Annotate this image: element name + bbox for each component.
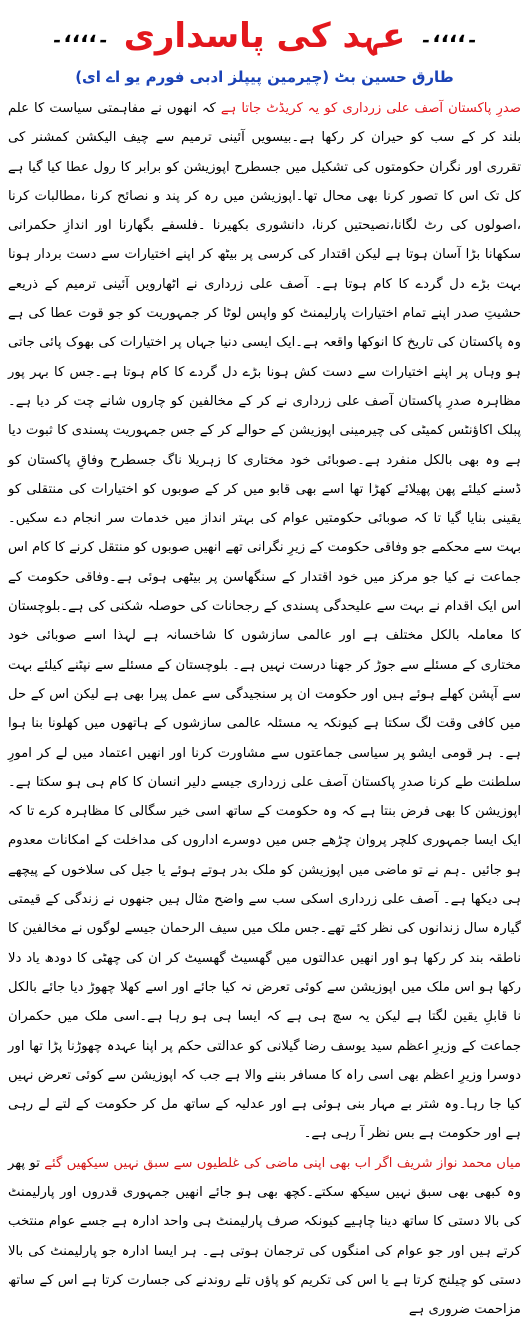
author-byline: طارق حسین بٹ (چیرمین پیپلز ادبی فورم یو اے ای) <box>75 68 454 86</box>
paragraph-1 <box>8 94 521 1149</box>
article-title: عہد کی پاسداری <box>123 15 406 56</box>
paragraph-1-text: کہ انھوں نے مفاہمتی سیاست کا علم بلند کر کے سب کو حیران کر رکھا ہے۔بیسویں آئینی ترمیم سے چیف الیکشن کمشنر کی تقرری اور نگران حکومتوں کی تشکیل میں جسطرح اپوزیشن کو برابر کا رول عطا کیا گیا ہے کل تک اس کا تصور کرنا بھی محال تھا۔اپوزیشن میں رہ کر پند و نصائح کرنا ،مطالبات کرنا ،اصولوں کی رٹ لگانا،نصیحتیں کرنا، دانشوری بکھیرنا ۔فلسفے بگھارنا اور اندازِ حکمرانی سکھانا بڑا آسان ہوتا ہے لیکن اقتدار کی کرسی پر بیٹھ کر اپنے اختیارات سے دست بردار ہونا بہت بڑے دل گردے کا کام ہوتا ہے۔ آصف علی زرداری نے اٹھارویں آئینی ترمیم کے ذریعے حشیتِ صدر اپنے تمام اختیارات پارلیمنٹ کو واپس لوٹا کر جمہوریت کو جو قوت عطا کی ہے وہ پاکستان کی تاریخ کا انوکھا واقعہ ہے۔ایک ایسی دنیا جہاں پر اختیارات کی بھوک پائی جاتی ہو وہاں پر اپنے اختیارات سے دست کش ہونا بڑے دل گردے کا کام ہوتا ہے۔جس کا بہر پور مظاہرہ صدرِ پاکستان آصف علی زرداری نے کر کے مخالفین کو چاروں شانے چت کر دیا ہے۔ پبلک اکاؤنٹس کمیٹی کی چیرمینی اپوزیشن کے حوالے کر کے جس جمہوریت پسندی کا ثبوت دیا ہے وہ بھی بالکل منفرد ہے۔صوبائی خود مختاری کا زہریلا ناگ جسطرح وفاقِ پاکستان کو ڈسنے کیلئے پھن پھیلائے کھڑا تھا اسے بھی قابو میں کر کے صوبوں کو اختیارات کی منتقلی کو یقینی بنایا گیا تا کہ صوبائی حکومتیں عوام کی بہتر انداز میں خدمات سر انجام دے سکیں۔بہت سے محکمے جو وفاقی حکومت کے زیرِ نگرانی تھے انھیں صوبوں کو منتقل کرنے کا کام اس جماعت نے کیا جو مرکز میں خود اقتدار کے سنگھاسن پر بیٹھی ہوئی ہے۔وفاقی حکومت کے اس ایک اقدام نے بہت سے علیحدگی پسندی کے رجحانات کی حوصلہ شکنی کی ہے۔بلوچستان کا معاملہ بالکل مختلف ہے اور عالمی سازشوں کا شاخسانہ ہے لہذا اسے صوبائی خود مختاری کے مسئلے سے جوڑ کر جھنا درست نہیں ہے۔ بلوچستان کے مسئلے سے نپٹنے کیلئے بہت سے آپشن کھلے ہوئے ہیں اور حکومت ان پر سنجیدگی سے عمل پیرا بھی ہے لیکن اس کے حل میں کافی وقت لگ سکتا ہے کیونکہ یہ مسئلہ عالمی سازشوں کے ہاتھوں میں کھلونا بنا ہوا ہے۔ ہر قومی ایشو پر سیاسی جماعتوں سے مشاورت کرنا اور انھیں اعتماد میں لے کر امورِ سلطنت طے کرنا صدرِ پاکستان آصف علی زرداری جیسے دلیر انسان کا کام ہی ہو سکتا ہے۔اپوزیشن کا بھی فرض بنتا ہے کہ وہ حکومت کے ساتھ اسی خیر سگالی کا مظاہرہ کرے تا کہ ایک ایسا جمہوری کلچر پروان چڑھے جس میں دوسرے اداروں کی مداخلت کے امکانات معدوم ہو جائیں ۔ہم نے تو ماضی میں اپوزیشن کو ملک بدر ہوتے ہوئے یا جیل کی سلاخوں کے پیچھے ہی دیکھا ہے۔ آصف علی زرداری اسکی سب سے واضح مثال ہیں جنھوں نے زندگی کے قیمتی گیارہ سال زندانوں کی نظر کئے تھے۔جس ملک میں سیف الرحمان جیسے لوگوں نے مخالفین کا ناطقہ بند کر رکھا ہو اور انھیں عدالتوں میں گھسیٹ گھسیٹ کر ان کی چھٹی کا دودھ یاد دلا رکھا ہو اس ملک میں اپوزیشن سے کوئی تعرض نہ کیا جائے اور اسے کھلا چھوڑ دیا جائے بالکل نا قابلِ یقین لگتا ہے لیکن یہ سچ ہی ہے کہ ایسا ہی ہو رہا ہے۔اسی ملک میں حکمران جماعت کے وزیرِ اعظم سید یوسف رضا گیلانی کو عدالتی حکم پر اپنا عہدہ چھوڑنا پڑا تھا اور دوسرا وزیرِ اعظم بھی اسی راہ کا مسافر بننے والا ہے جب کہ اپوزیشن سے کوئی تعرض نہیں کیا جا رہا۔وہ شتر بے مہار بنی ہوئی ہے اور عدلیہ کے ساتھ مل کر حکومت کے لتے لے رہی ہے اور حکومت ہے بس نظر آ رہی ہے۔ <box>7 101 521 1142</box>
paragraph-2-lead: میاں محمد نواز شریف اگر اب بھی اپنی ماضی کی غلطیوں سے سبق نہیں سیکھیں گئے <box>44 1155 522 1171</box>
title-ornament-right: ۔،،،،۔ <box>419 22 479 48</box>
paragraph-1-lead: صدرِ پاکستان آصف علی زرداری کو یہ کریڈٹ جاتا ہے <box>220 101 521 116</box>
paragraph-2-text: تو پھر وہ کبھی بھی سبق نہیں سیکھ سکتے۔کچھ بھی ہو جائے انھیں جمہوری قدروں اور پارلیمنٹ کی بالا دستی کا ساتھ دینا چاہیے کیونکہ صرف پارلیمنٹ ہی واحد ادارہ ہے جسے عوام منتخب کرتے ہیں اور جو عوام کی امنگوں کی ترجمان ہوتی ہے۔ ہر ایسا ادارہ جو پارلیمنٹ کی بالا دستی کو چیلنج کرتا ہے یا اس کی تکریم کو پاؤں تلے روندنے کی جسارت کرتا ہے اس کے ساتھ مزاحمت ضروری ہے <box>8 1155 521 1318</box>
paragraph-2 <box>8 1149 521 1324</box>
title-row <box>8 6 521 64</box>
article-body <box>8 94 521 1324</box>
title-ornament-left: ۔،،،،۔ <box>50 22 110 48</box>
